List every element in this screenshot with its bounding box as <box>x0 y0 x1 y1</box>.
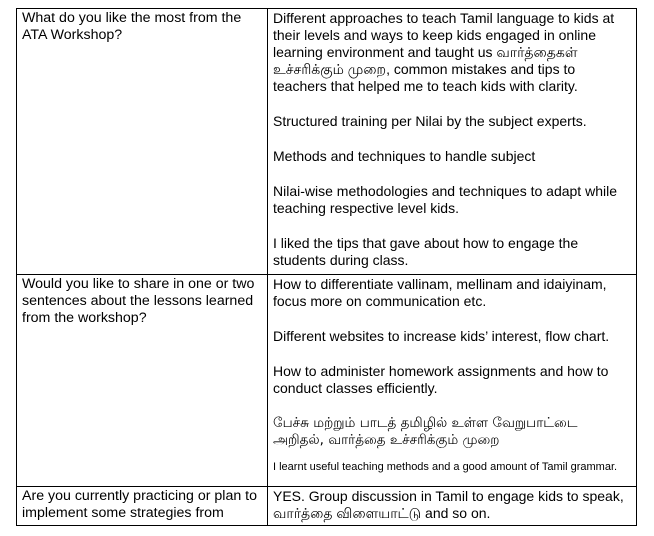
question-text: Would you like to share in one or two sentences about the lessons learned from the workshop? <box>22 275 255 326</box>
question-text: What do you like the most from the ATA Workshop? <box>22 10 242 43</box>
answer-cell <box>268 9 637 275</box>
answer-cell <box>268 274 637 486</box>
answer-text: பேச்சு மற்றும் பாடத் தமிழில் உள்ள வேறுபாட்டை அறிதல், வார்த்தை உச்சரிக்கும் முறை <box>273 414 578 448</box>
question-text: Are you currently practicing or plan to implement some strategies from <box>22 487 257 521</box>
table-row <box>17 274 637 486</box>
answer-text: How to administer homework assignments and how to conduct classes efficiently. <box>273 362 609 396</box>
question-cell <box>17 9 268 275</box>
answer-text: Methods and techniques to handle subject <box>273 148 536 164</box>
question-cell <box>17 274 268 486</box>
table-row <box>17 9 637 275</box>
answer-text: Different approaches to teach Tamil language to kids at their levels and ways to keep kids engaged in online learning environment and taught us வார்த்தைகள் உச்சரிக்கும் முறை, common mistakes and tips to teachers that helped me to teach kids with clarity. <box>273 10 615 94</box>
answer-text: Structured training per Nilai by the subject experts. <box>273 113 587 129</box>
answer-cell <box>268 486 637 525</box>
answer-text: I learnt useful teaching methods and a good amount of Tamil grammar. <box>273 460 618 473</box>
table-row <box>17 486 637 525</box>
answer-text: Different websites to increase kids’ interest, flow chart. <box>273 327 610 344</box>
question-cell <box>17 486 268 525</box>
answer-text: YES. Group discussion in Tamil to engage kids to speak, வார்த்தை விளையாட்டு and so on. <box>273 487 624 521</box>
survey-table <box>16 8 637 526</box>
answer-text: Nilai-wise methodologies and techniques to adapt while teaching respective level kids. <box>273 183 617 216</box>
answer-text: How to differentiate vallinam, mellinam and idaiyinam, focus more on communication etc. <box>273 275 607 309</box>
answer-text: I liked the tips that gave about how to engage the students during class. <box>273 235 579 268</box>
